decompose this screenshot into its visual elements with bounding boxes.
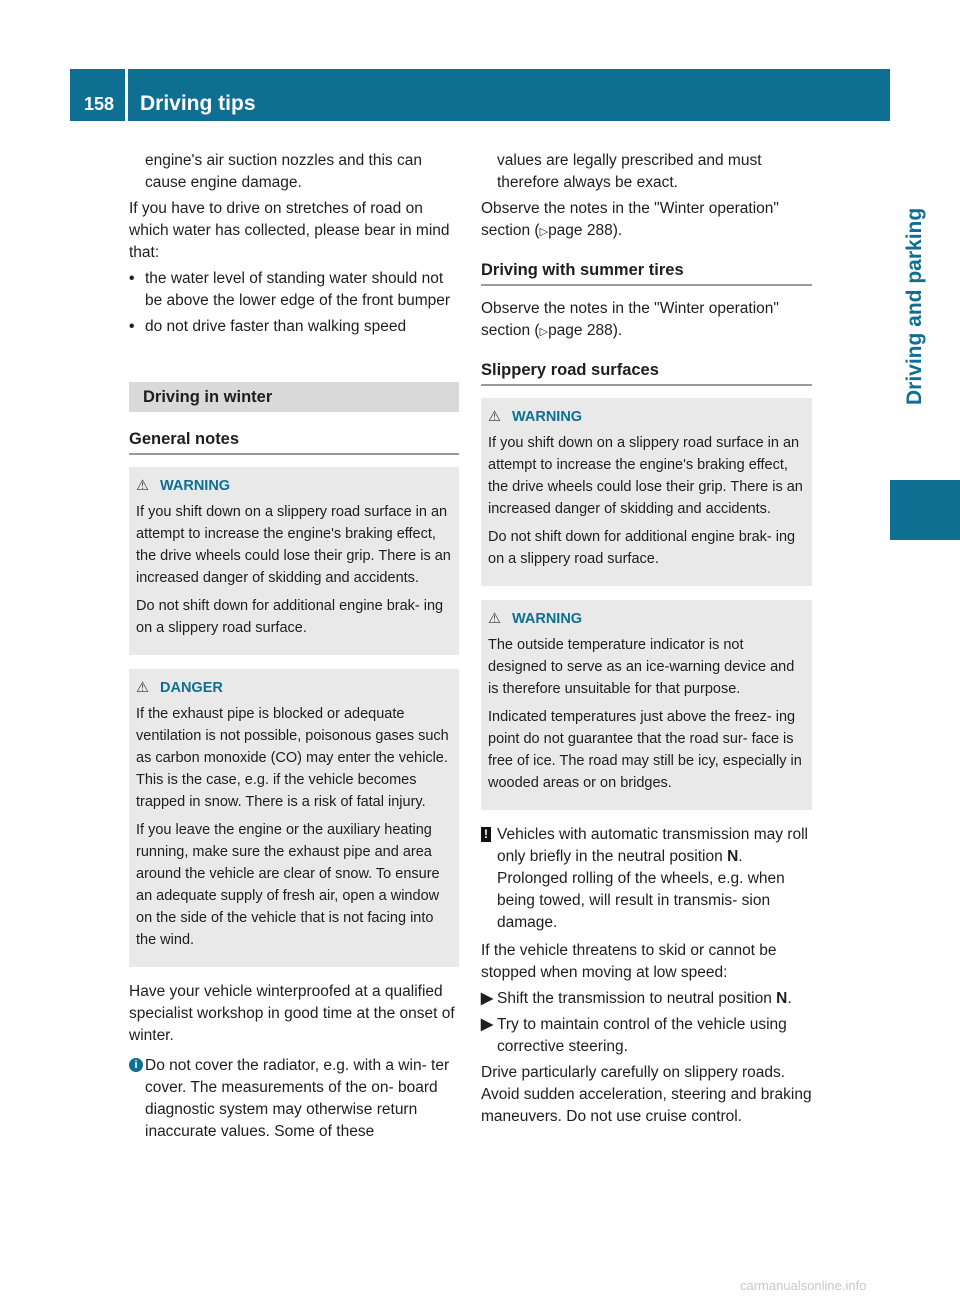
warning-box: ⚠ WARNING If you shift down on a slippery road surface in an attempt to increase the engine's braking effect, the drive wheels could lose their grip. There is an increased danger of skidding and accidents. Do not shift down for additional engine brak- ing on a slippery road surface. bbox=[481, 398, 812, 586]
watermark: carmanualsonline.info bbox=[740, 1278, 867, 1293]
step-item: ▶ Try to maintain control of the vehicle using corrective steering. bbox=[481, 1016, 787, 1055]
bullet-icon: • bbox=[129, 270, 135, 287]
left-column bbox=[129, 150, 459, 1149]
exclamation-icon: ! bbox=[481, 827, 491, 842]
info-icon: i bbox=[129, 1058, 143, 1072]
warning-box: ⚠ WARNING If you shift down on a slippery road surface in an attempt to increase the engine's braking effect, the drive wheels could lose their grip. There is an increased danger of skidding and accidents. Do not shift down for additional engine brak- ing on a slippery road surface. bbox=[129, 467, 459, 655]
caution-note: ! Vehicles with automatic transmission may roll only briefly in the neutral position N. Prolonged rolling of the wheels, e.g. when being towed, will result in transmis- sion damage. bbox=[481, 824, 812, 934]
page-reference-arrow-icon: ▷ bbox=[539, 326, 549, 338]
warning-triangle-icon: ⚠ bbox=[488, 611, 501, 627]
right-column bbox=[481, 150, 812, 1132]
danger-box: ⚠ DANGER If the exhaust pipe is blocked or adequate ventilation is not possible, poisonous gases such as carbon monoxide (CO) may enter the vehicle. This is the case, e.g. if the vehicle becomes trapped in snow. There is a risk of fatal injury. If you leave the engine or the auxiliary heating running, make sure the exhaust pipe and area around the vehicle are clear of snow. To ensure an adequate supply of fresh air, open a window on the side of the vehicle that is not facing into the wind. bbox=[129, 669, 459, 967]
warning-triangle-icon: ⚠ bbox=[136, 478, 149, 494]
paragraph: values are legally prescribed and must therefore always be exact. bbox=[497, 152, 762, 191]
subheading: Slippery road surfaces bbox=[481, 359, 812, 386]
chapter-tab-marker bbox=[890, 480, 960, 540]
subheading: General notes bbox=[129, 428, 459, 455]
page-reference-arrow-icon: ▷ bbox=[539, 226, 549, 238]
page-title: Driving tips bbox=[140, 92, 256, 115]
chapter-tab-label: Driving and parking bbox=[903, 207, 926, 405]
warning-triangle-icon: ⚠ bbox=[136, 680, 149, 696]
step-item: ▶ Shift the transmission to neutral position N. bbox=[481, 988, 812, 1010]
paragraph: Drive particularly carefully on slippery roads. Avoid sudden acceleration, steering and braking maneuvers. Do not use cruise control. bbox=[481, 1064, 812, 1125]
list-item: • do not drive faster than walking speed bbox=[129, 316, 459, 338]
paragraph: Observe the notes in the "Winter operation" section (▷page 288). bbox=[481, 200, 779, 239]
step-arrow-icon: ▶ bbox=[481, 990, 493, 1007]
paragraph: Observe the notes in the "Winter operation" section (▷page 288). bbox=[481, 300, 779, 339]
section-heading: Driving in winter bbox=[129, 382, 459, 412]
page-number: 158 bbox=[70, 69, 125, 121]
bullet-icon: • bbox=[129, 318, 135, 335]
paragraph: If the vehicle threatens to skid or cannot be stopped when moving at low speed: bbox=[481, 942, 777, 981]
list-item: • the water level of standing water should not be above the lower edge of the front bumper bbox=[129, 270, 451, 309]
warning-box: ⚠ WARNING The outside temperature indicator is not designed to serve as an ice-warning device and is therefore unsuitable for that purpose. Indicated temperatures just above the freez- ing point do not guarantee that the road sur- face is free of ice. The road may still be icy, especially in wooded areas or on bridges. bbox=[481, 600, 812, 810]
header-divider bbox=[125, 69, 128, 121]
paragraph: Have your vehicle winterproofed at a qualified specialist workshop in good time at the onset of winter. bbox=[129, 983, 455, 1044]
subheading: Driving with summer tires bbox=[481, 259, 812, 286]
paragraph: If you have to drive on stretches of road on which water has collected, please bear in mind that: bbox=[129, 200, 450, 261]
warning-triangle-icon: ⚠ bbox=[488, 409, 501, 425]
info-note: i Do not cover the radiator, e.g. with a win- ter cover. The measurements of the on- board diagnostic system may otherwise return inaccurate values. Some of these bbox=[129, 1055, 459, 1143]
step-arrow-icon: ▶ bbox=[481, 1016, 493, 1033]
paragraph: engine's air suction nozzles and this can cause engine damage. bbox=[145, 152, 422, 191]
